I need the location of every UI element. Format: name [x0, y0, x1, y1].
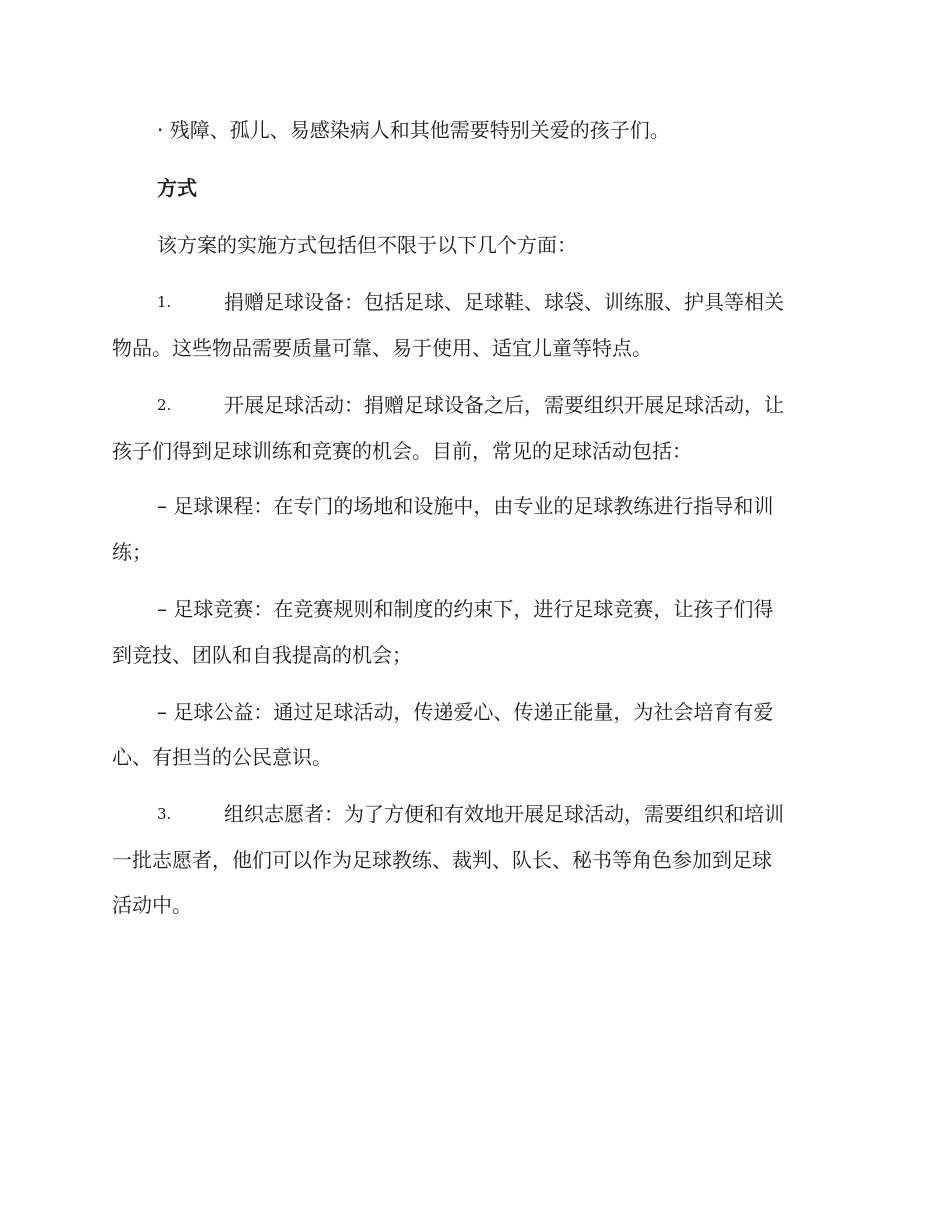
- item-2-line-2: 孩子们得到足球训练和竞赛的机会。目前，常见的足球活动包括：: [112, 439, 692, 463]
- sub-item-3-line-1: – 足球公益：通过足球活动，传递爱心、传递正能量，为社会培育有爱: [157, 700, 774, 724]
- item-3-line-1: 组织志愿者：为了方便和有效地开展足球活动，需要组织和培训: [224, 802, 784, 826]
- intro-paragraph: 该方案的实施方式包括但不限于以下几个方面：: [157, 233, 577, 257]
- item-3-line-2: 一批志愿者，他们可以作为足球教练、裁判、队长、秘书等角色参加到足球: [112, 848, 772, 872]
- item-3-line-3: 活动中。: [112, 893, 192, 917]
- item-2-number: 2.: [157, 396, 172, 414]
- sub-item-2-line-2: 到竞技、团队和自我提高的机会；: [112, 643, 412, 667]
- sub-item-1-line-1: – 足球课程：在专门的场地和设施中，由专业的足球教练进行指导和训: [157, 494, 774, 518]
- item-2-line-1: 开展足球活动：捐赠足球设备之后，需要组织开展足球活动，让: [224, 393, 784, 417]
- item-1-line-2: 物品。这些物品需要质量可靠、易于使用、适宜儿童等特点。: [112, 336, 652, 360]
- section-heading: 方式: [157, 176, 197, 200]
- item-1-line-1: 捐赠足球设备：包括足球、足球鞋、球袋、训练服、护具等相关: [224, 290, 784, 314]
- sub-item-2-line-1: – 足球竞赛：在竞赛规则和制度的约束下，进行足球竞赛，让孩子们得: [157, 597, 774, 621]
- bullet-line: · 残障、孤儿、易感染病人和其他需要特别关爱的孩子们。: [157, 118, 670, 142]
- sub-item-1-line-2: 练；: [112, 540, 152, 564]
- item-3-number: 3.: [157, 805, 172, 823]
- sub-item-3-line-2: 心、有担当的公民意识。: [112, 745, 332, 769]
- item-1-number: 1.: [157, 293, 172, 311]
